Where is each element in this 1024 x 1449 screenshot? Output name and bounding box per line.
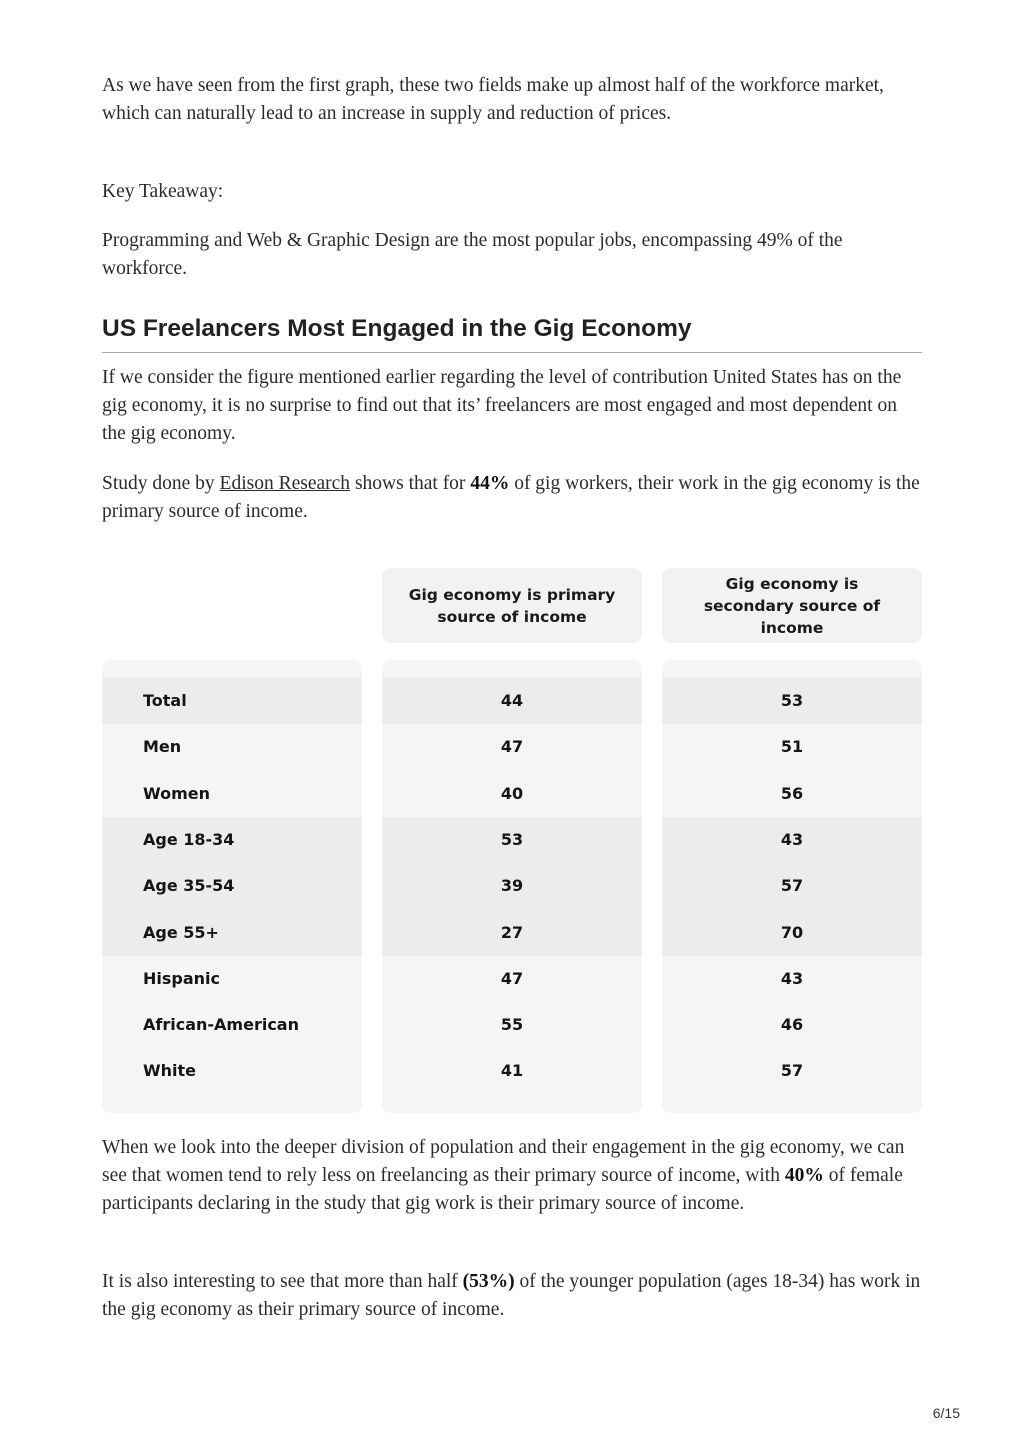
row-label: Total <box>143 691 187 710</box>
value-cell: 53 <box>500 829 524 849</box>
column-header-label: Gig economy is secondary source of income <box>703 574 881 637</box>
row-label: Age 55+ <box>143 922 219 942</box>
column-header-primary <box>382 568 642 643</box>
row-label: African-American <box>143 1015 299 1035</box>
value-cell: 53 <box>780 691 804 710</box>
column-header-label: Gig economy is primary source of income <box>408 585 616 626</box>
text-span: of gig workers, their work in the gig economy is the primary source of income. <box>102 473 920 522</box>
column-labels <box>102 660 362 1113</box>
value-cell: 57 <box>780 876 804 896</box>
value-cell: 39 <box>500 876 524 896</box>
text-span: When we look into the deeper division of population and their engagement in the gig economy, we can see that women tend to rely less on freelancing as their primary source of income, with <box>102 1137 905 1186</box>
value-cell: 40 <box>500 783 524 803</box>
paragraph-key-takeaway: Programming and Web & Graphic Design are the most popular jobs, encompassing 49% of the workforce. <box>102 230 843 279</box>
text-span: It is also interesting to see that more than half <box>102 1271 463 1292</box>
value-cell: 43 <box>780 968 804 988</box>
row-label: Men <box>143 737 182 757</box>
text-span: Study done by <box>102 473 220 494</box>
value-cell: 70 <box>780 922 804 942</box>
section-heading: US Freelancers Most Engaged in the Gig Economy <box>102 312 922 353</box>
value-cell: 27 <box>500 922 524 942</box>
value-cell: 43 <box>780 829 804 849</box>
paragraph-us-contribution: If we consider the figure mentioned earlier regarding the level of contribution United States has on the gig economy, it is no surprise to find out that its’ freelancers are most engaged and most dependent on the gig economy. <box>102 367 902 444</box>
column-primary-values <box>382 660 642 1113</box>
value-cell: 51 <box>780 737 804 757</box>
value-cell: 55 <box>500 1015 524 1035</box>
paragraph-fields-share: As we have seen from the first graph, these two fields make up almost half of the workforce market, which can naturally lead to an increase in supply and reduction of prices. <box>102 75 884 124</box>
text-span: of female participants declaring in the study that gig work is their primary source of income. <box>102 1165 903 1214</box>
paragraph-key-takeaway-label: Key Takeaway: <box>102 181 224 202</box>
value-cell: 44 <box>500 691 524 710</box>
row-label: Women <box>143 783 210 803</box>
text-span: shows that for <box>350 473 471 494</box>
row-label: White <box>143 1061 197 1081</box>
value-cell: 47 <box>500 968 524 988</box>
row-label: Hispanic <box>143 968 221 988</box>
bold-figure: (53%) <box>462 1271 515 1292</box>
edison-research-link[interactable]: Edison Research <box>219 473 351 494</box>
bold-figure: 44% <box>470 473 510 494</box>
paragraph-younger-population <box>102 1268 922 1324</box>
row-label: Age 18-34 <box>143 829 235 849</box>
value-cell: 47 <box>500 737 524 757</box>
paragraph-women-engagement <box>102 1134 922 1218</box>
text-span: of the younger population (ages 18-34) has work in the gig economy as their primary source of income. <box>102 1271 921 1320</box>
value-cell: 41 <box>500 1061 524 1081</box>
value-cell: 56 <box>780 783 804 803</box>
page-number: 6/15 <box>932 1405 960 1421</box>
paragraph-edison-study <box>102 470 922 526</box>
column-header-secondary <box>662 568 922 643</box>
bold-figure: 40% <box>784 1165 824 1186</box>
row-label: Age 35-54 <box>143 876 235 896</box>
row-band <box>102 678 362 724</box>
column-secondary-values <box>662 660 922 1113</box>
value-cell: 57 <box>780 1061 804 1081</box>
value-cell: 46 <box>780 1015 804 1035</box>
